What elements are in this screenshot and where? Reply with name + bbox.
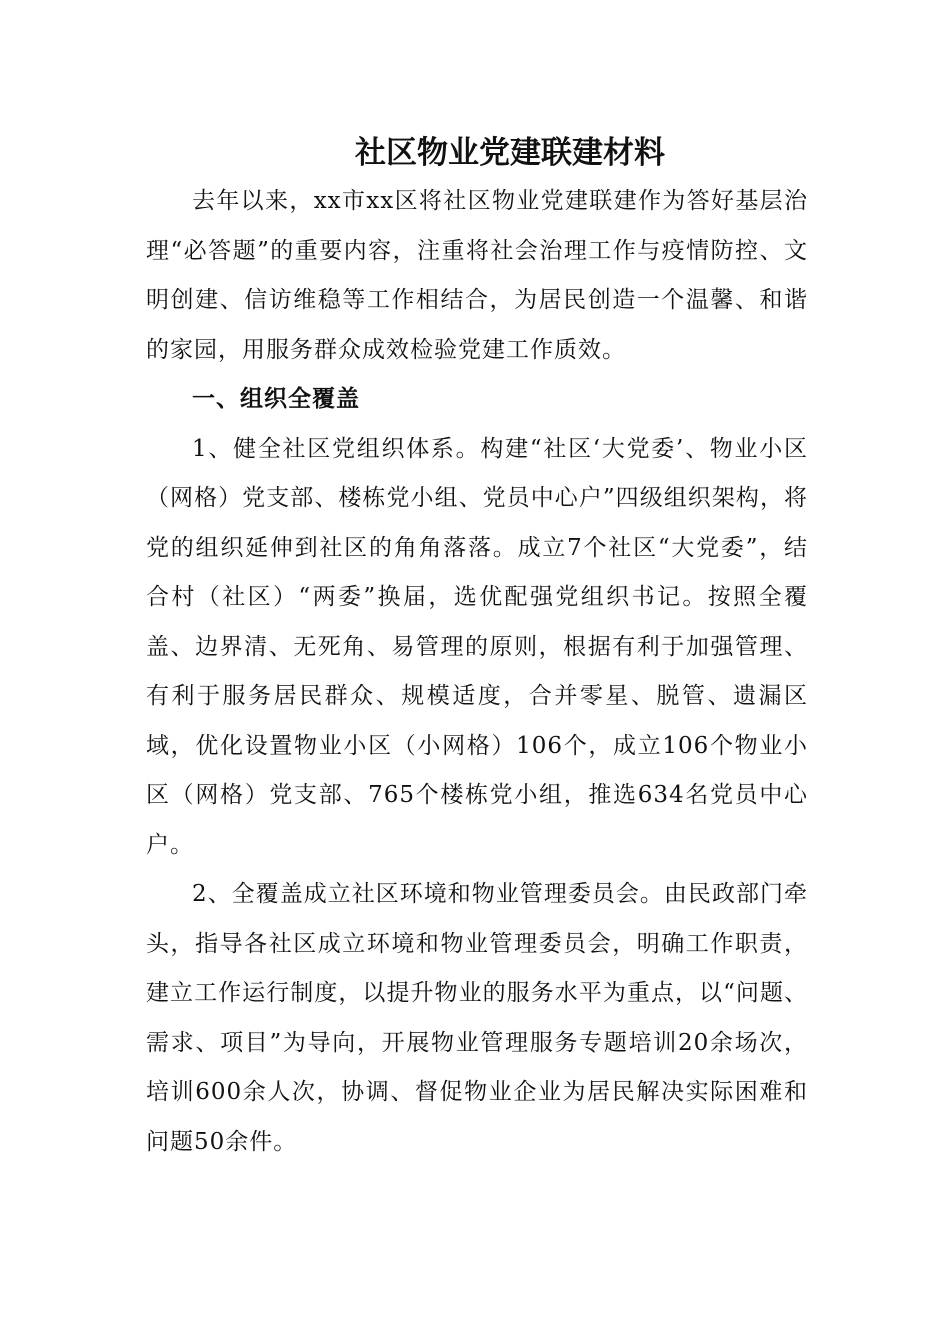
paragraph-1: 1、健全社区党组织体系。构建“社区‘大党委’、物业小区（网格）党支部、楼栋党小组、党员中心户”四级组织架构，将党的组织延伸到社区的角角落落。成立7个社区“大党委”，结合村（社区）“两委”换届，选优配强党组织书记。按照全覆盖、边界清、无死角、易管理的原则，根据有利于加强管理、有利于服务居民群众、规模适度，合并零星、脱管、遗漏区域，优化设置物业小区（小网格）106个，成立106个物业小区（网格）党支部、765个楼栋党小组，推选634名党员中心户。 bbox=[146, 435, 808, 858]
section-heading: 一、组织全覆盖 bbox=[192, 386, 360, 412]
document-title: 社区物业党建联建材料 bbox=[355, 135, 665, 171]
intro-paragraph: 去年以来，xx市xx区将社区物业党建联建作为答好基层治理“必答题”的重要内容，注重将社会治理工作与疫情防控、文明创建、信访维稳等工作相结合，为居民创造一个温馨、和谐的家园，用服务群众成效检验党建工作质效。 bbox=[146, 188, 808, 363]
paragraph-2: 2、全覆盖成立社区环境和物业管理委员会。由民政部门牵头，指导各社区成立环境和物业管理委员会，明确工作职责，建立工作运行制度，以提升物业的服务水平为重点，以“问题、需求、项目”为导向，开展物业管理服务专题培训20余场次，培训600余人次，协调、督促物业企业为居民解决实际困难和问题50余件。 bbox=[146, 881, 808, 1155]
document-body bbox=[146, 177, 808, 1167]
